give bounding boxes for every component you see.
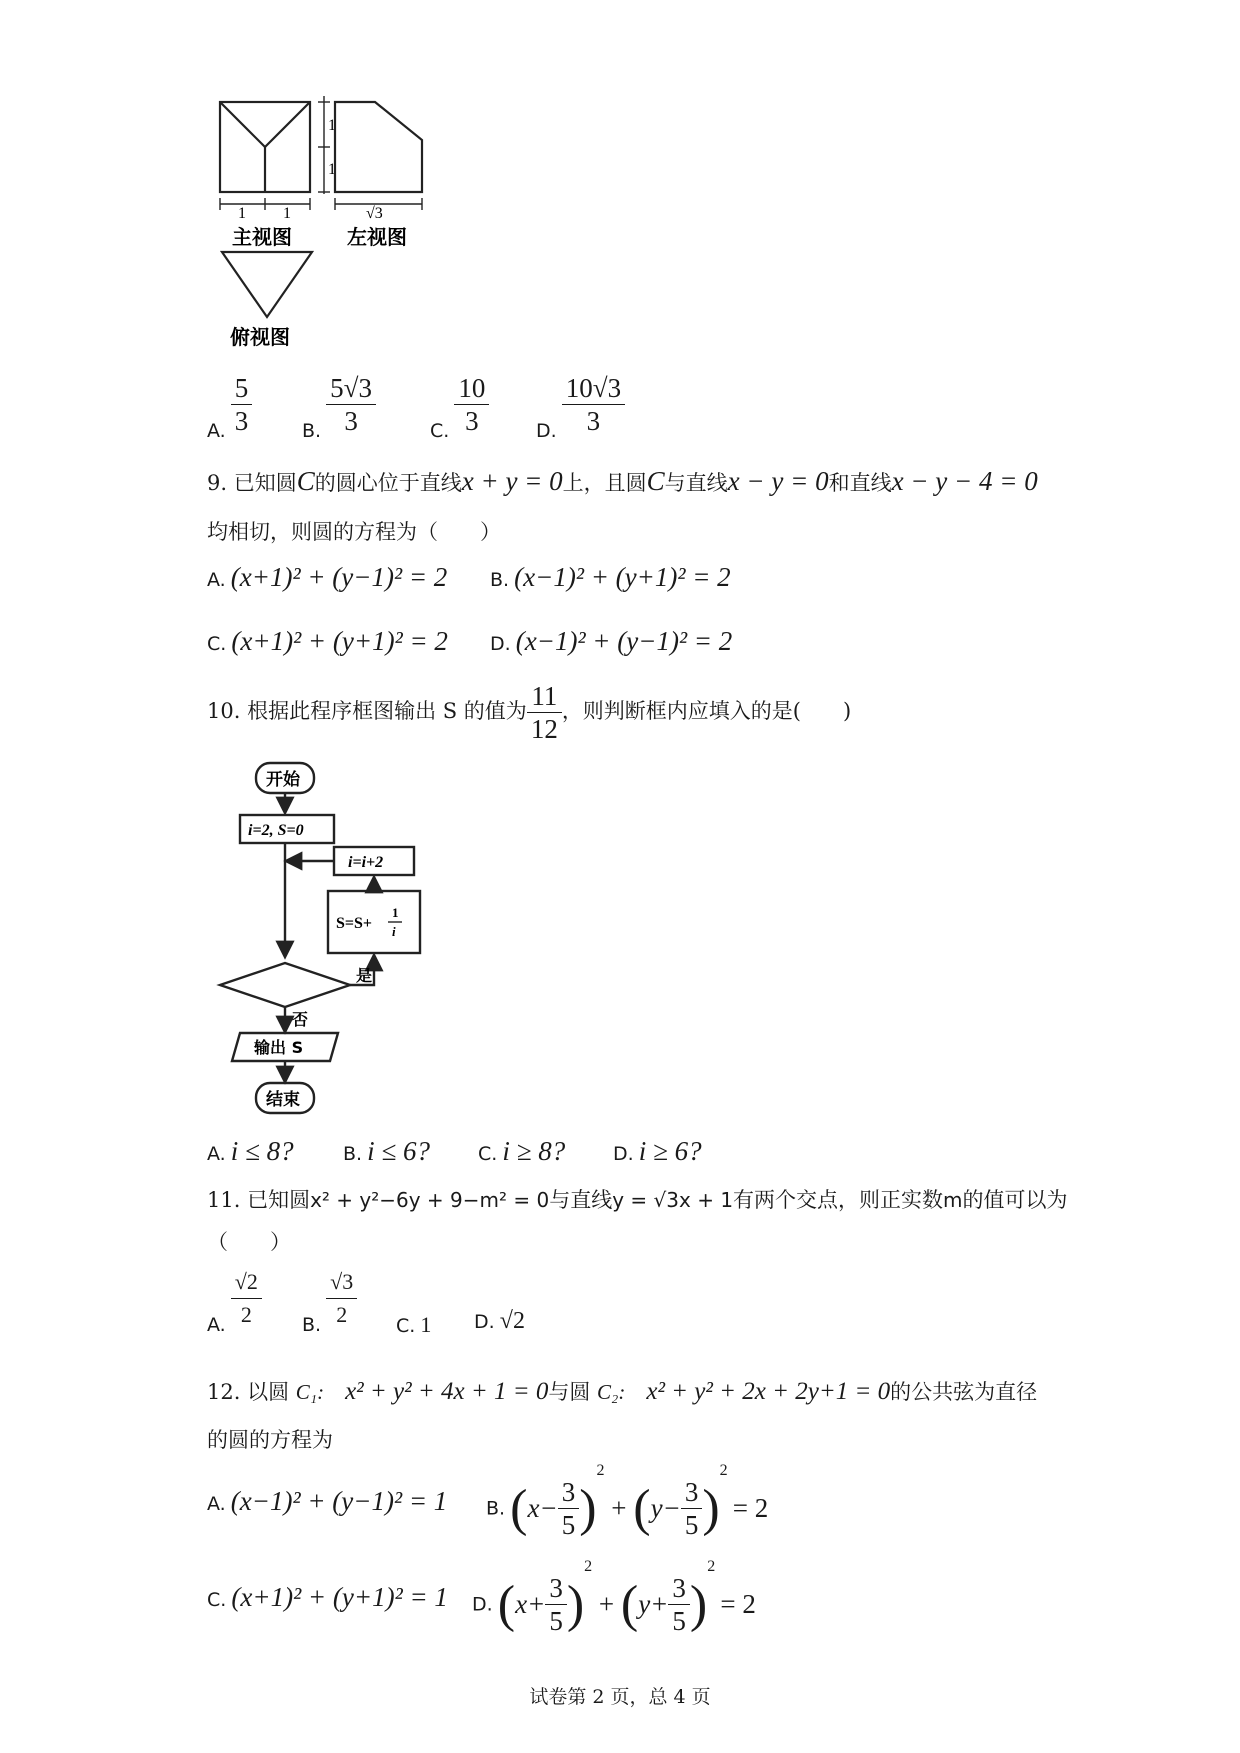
option-expr: i ≤ 8? xyxy=(230,1136,294,1166)
circle-c1-equation: x² + y² + 4x + 1 = 0 xyxy=(345,1378,549,1405)
fraction: $\frac{3}{5}$ xyxy=(545,1572,567,1637)
option-letter: C. xyxy=(478,1143,498,1165)
option-expr: i ≥ 6? xyxy=(638,1136,702,1166)
q11-option-b xyxy=(302,1266,357,1336)
option-expr: i ≤ 6? xyxy=(367,1136,430,1166)
option-letter: D. xyxy=(490,633,511,655)
fraction: $\frac{3}{5}$ xyxy=(668,1572,690,1637)
q9-stem-line2: 均相切，则圆的方程为（ ） xyxy=(207,520,501,544)
page-footer: 试卷第 2 页，总 4 页 xyxy=(529,1686,711,1708)
option-expr: (x−1)² + (y−1)² = 2 xyxy=(515,626,733,656)
flow-output-label: 输出 S xyxy=(254,1038,304,1057)
q8-option-b xyxy=(302,372,376,442)
option-letter: C. xyxy=(207,1589,227,1611)
three-view-figure xyxy=(200,92,440,352)
q10-stem: 10. 根据此程序框图输出 S 的值为 $\frac{11}{12}$ ，则判断框内应填入的是( ) xyxy=(207,681,852,744)
flow-update-label: S=S+ xyxy=(336,915,373,932)
option-letter: D. xyxy=(613,1143,634,1165)
q9-option-c xyxy=(207,626,448,657)
option-expr: i ≥ 8? xyxy=(502,1136,566,1166)
option-letter: B. xyxy=(302,1314,322,1336)
circle-c: C xyxy=(646,466,665,496)
fraction: $\frac{√3}{2}$ xyxy=(326,1266,357,1331)
fraction: $\frac{11}{12}$ xyxy=(527,680,562,745)
front-view-label: 主视图 xyxy=(232,225,292,249)
paren-open: ( xyxy=(497,1576,516,1633)
dim-label-1-top: 1 xyxy=(328,117,336,134)
circle-c2-equation: x² + y² + 2x + 2y+1 = 0 xyxy=(646,1378,891,1405)
paren-close: ) xyxy=(566,1576,585,1633)
q12-option-c xyxy=(207,1582,448,1613)
flow-start-label: 开始 xyxy=(266,770,300,790)
flow-frac-num: 1 xyxy=(392,905,399,920)
dim-label-w-left: 1 xyxy=(238,205,246,222)
square-exp: 2 xyxy=(596,1462,605,1479)
option-letter: A. xyxy=(207,1143,226,1165)
paren-close: ) xyxy=(579,1480,597,1537)
fraction: $\frac{10}{3}$ xyxy=(454,372,489,437)
circle-equation: x² + y²−6y + 9−m² = 0 xyxy=(310,1188,550,1212)
option-expr: (x+1)² + (y−1)² = 2 xyxy=(230,562,448,592)
paren-close: ) xyxy=(689,1576,708,1633)
option-expr: (x+1)² + (y+1)² = 1 xyxy=(231,1582,448,1612)
square-exp: 2 xyxy=(719,1462,728,1479)
top-view-label: 俯视图 xyxy=(230,325,290,349)
option-letter: B. xyxy=(486,1497,506,1520)
option-expr: √2 xyxy=(499,1308,525,1334)
q11-answer-paren: （ ） xyxy=(207,1230,291,1254)
q11-option-a xyxy=(207,1266,262,1336)
flow-incr-label: i=i+2 xyxy=(348,854,384,871)
plus-sign: + xyxy=(604,1493,634,1523)
fraction: $\frac{5√3}{3}$ xyxy=(326,372,376,437)
q9-option-a xyxy=(207,562,447,593)
q8-option-a xyxy=(207,372,252,442)
q9-option-b xyxy=(490,562,731,593)
front-view-drawing xyxy=(220,96,330,210)
option-letter: A. xyxy=(207,1493,226,1515)
option-letter: C. xyxy=(207,633,227,655)
paren-close: ) xyxy=(702,1480,720,1537)
flow-decision xyxy=(220,963,350,1007)
fraction: $\frac{3}{5}$ xyxy=(681,1476,703,1541)
fraction: $\frac{3}{5}$ xyxy=(558,1476,580,1541)
option-expr: (x−1)² + (y−1)² = 1 xyxy=(230,1486,448,1516)
option-letter: D. xyxy=(474,1311,495,1333)
option-letter: B. xyxy=(490,569,510,591)
paren-open: ( xyxy=(510,1480,528,1537)
line-2: x − y = 0 xyxy=(727,466,829,496)
left-view-label: 左视图 xyxy=(347,225,407,249)
option-letter: C. xyxy=(430,420,450,442)
line-1: x + y = 0 xyxy=(461,466,563,496)
q9-option-d xyxy=(490,626,732,657)
option-expr: (x+1)² + (y+1)² = 2 xyxy=(231,626,448,656)
top-view-drawing xyxy=(222,252,312,317)
square-exp: 2 xyxy=(707,1558,716,1575)
circle-c2: C₂: xyxy=(597,1380,626,1404)
dim-label-w-right: 1 xyxy=(283,205,291,222)
circle-c: C xyxy=(296,466,315,496)
paren-open: ( xyxy=(620,1576,639,1633)
option-expr: (x−1)² + (y+1)² = 2 xyxy=(514,562,731,592)
paren-open: ( xyxy=(633,1480,651,1537)
fraction: $\frac{√2}{2}$ xyxy=(231,1266,262,1331)
variable-m: m xyxy=(943,1188,963,1212)
flow-end-label: 结束 xyxy=(266,1090,300,1110)
option-letter: D. xyxy=(536,420,557,442)
q12-stem: 12. 以圆 C₁: x² + y² + 4x + 1 = 0与圆 C₂: x² + y² + 2x + 2y+1 = 0的公共弦为直径 xyxy=(207,1378,1038,1405)
q10-option-c xyxy=(478,1136,565,1167)
dim-label-1-bottom: 1 xyxy=(328,161,336,178)
q11-option-d xyxy=(474,1308,525,1335)
q12-option-b: B. (x− $\frac{3}{5}$ )$^2$ + (y− $\frac{3}{5}$ )$^2$ = 2 xyxy=(486,1462,769,1540)
q11-stem: 11. 已知圆x² + y²−6y + 9−m² = 0与直线y = √3x + 1有两个交点，则正实数m的值可以为 xyxy=(207,1188,1068,1212)
flow-no-label: 否 xyxy=(292,1010,309,1029)
fraction: $\frac{10√3}{3}$ xyxy=(562,372,625,437)
line-equation: y = √3x + 1 xyxy=(612,1188,734,1212)
option-letter: A. xyxy=(207,569,226,591)
option-expr: 1 xyxy=(420,1312,432,1337)
flow-frac-den: i xyxy=(392,924,396,939)
q11-option-c xyxy=(396,1312,431,1338)
option-letter: A. xyxy=(207,420,226,442)
circle-c1: C₁: xyxy=(295,1380,325,1404)
option-letter: B. xyxy=(302,420,322,442)
q12-stem-line2: 的圆的方程为 xyxy=(207,1428,333,1452)
q10-option-a xyxy=(207,1136,294,1167)
q8-option-d xyxy=(536,372,625,442)
plus-sign: + xyxy=(592,1589,621,1619)
flowchart xyxy=(210,755,440,1125)
q9-stem: 9. 已知圆C的圆心位于直线x + y = 0上，且圆C与直线x − y = 0和直线x − y − 4 = 0 xyxy=(207,466,1038,496)
flow-init-label: i=2, S=0 xyxy=(248,822,304,839)
flow-yes-label: 是 xyxy=(356,966,373,985)
square-exp: 2 xyxy=(584,1558,593,1575)
option-letter: A. xyxy=(207,1314,226,1336)
option-letter: C. xyxy=(396,1315,416,1337)
q12-option-d: D. (x+ $\frac{3}{5}$ )$^2$ + (y+ $\frac{3}{5}$ )$^2$ = 2 xyxy=(472,1558,756,1636)
q12-option-a xyxy=(207,1486,447,1517)
q10-option-b xyxy=(343,1136,430,1167)
line-3: x − y − 4 = 0 xyxy=(891,466,1038,496)
option-letter: B. xyxy=(343,1143,363,1165)
q10-option-d xyxy=(613,1136,702,1167)
option-letter: D. xyxy=(472,1593,493,1616)
dim-label-sqrt3: √3 xyxy=(366,205,383,222)
q8-option-c xyxy=(430,372,489,442)
fraction: $\frac{5}{3}$ xyxy=(231,372,253,437)
left-view-drawing xyxy=(335,102,422,210)
